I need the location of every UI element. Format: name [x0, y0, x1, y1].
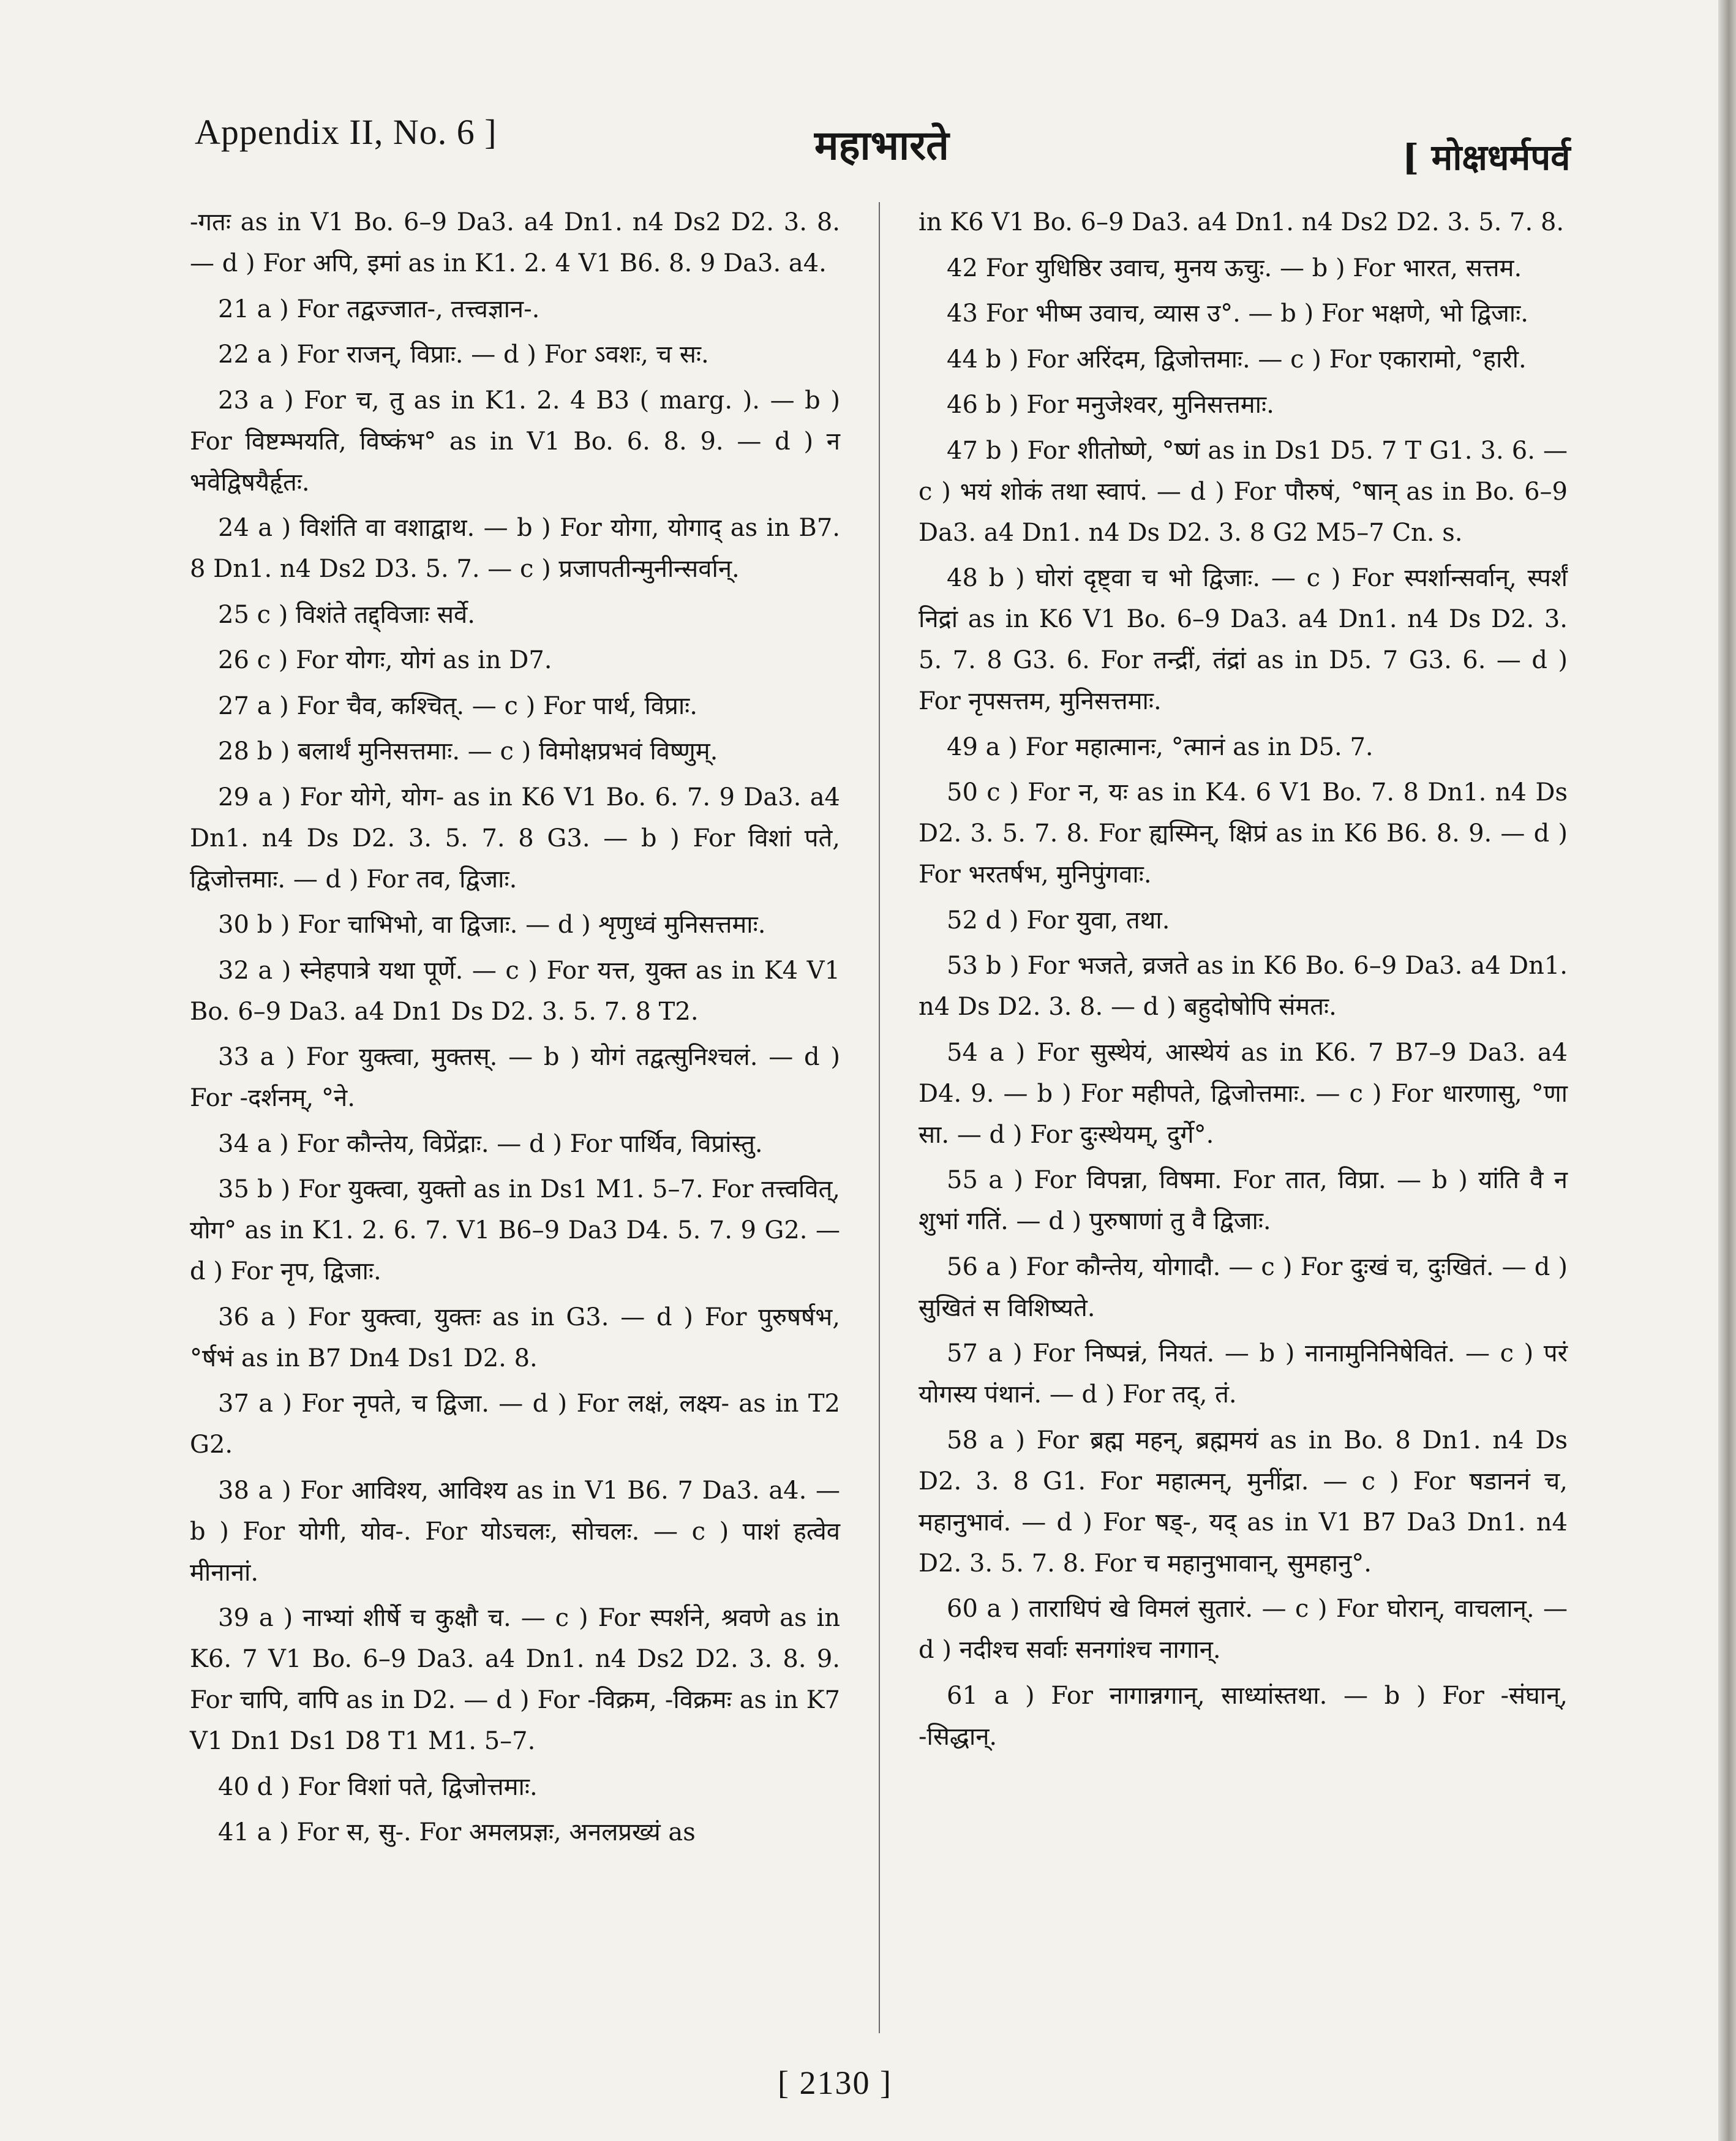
note-line: -गतः as in V1 Bo. 6–9 Da3. a4 Dn1. n4 Ds2 D2. 3. 8. — d ) For अपि, इमां as in K1. 2. 4 V1 B6. 8. 9 Da3. a4.	[190, 208, 840, 277]
note-line: 21 a ) For तद्वज्जात-, तत्त्वज्ञान-.	[218, 295, 540, 323]
note-line: 28 b ) बलार्थं मुनिसत्तमाः. — c ) विमोक्षप्रभवं विष्णुम्.	[218, 737, 718, 766]
note-line: 30 b ) For चाभिभो, वा द्विजाः. — d ) शृणुध्वं मुनिसत्तमाः.	[218, 911, 766, 939]
note-line: 27 a ) For चैव, कश्चित्. — c ) For पार्थ, विप्राः.	[218, 691, 697, 720]
note-line: 40 d ) For विशां पते, द्विजोत्तमाः.	[218, 1772, 538, 1801]
note-line: 53 b ) For भजते, व्रजते as in K6 Bo. 6–9 Da3. a4 Dn1. n4 Ds D2. 3. 8. — d ) बहुदोषोपि संमतः.	[919, 952, 1568, 1021]
header-section: [ मोक्षधर्मपर्व	[1402, 137, 1571, 178]
note-line: 25 c ) विशंते तद्द्विजाः सर्वे.	[218, 600, 475, 629]
page-number: [ 2130 ]	[778, 2064, 892, 2101]
left-column	[190, 202, 840, 1858]
note-line: 26 c ) For योगः, योगं as in D7.	[218, 646, 552, 674]
note-line: 50 c ) For न, यः as in K4. 6 V1 Bo. 7. 8 Dn1. n4 Ds D2. 3. 5. 7. 8. For ह्यस्मिन्, क्षिप्रं as in K6 B6. 8. 9. — d ) For भरतर्षभ, मुनिपुंगवाः.	[919, 778, 1568, 889]
note-line: 54 a ) For सुस्थेयं, आस्थेयं as in K6. 7 B7–9 Da3. a4 D4. 9. — b ) For महीपते, द्विजोत्तमाः. — c ) For धारणासु, °णा सा. — d ) For दुःस्थेयम्, दुर्गे°.	[919, 1038, 1568, 1149]
note-line: 55 a ) For विपन्ना, विषमा. For तात, विप्रा. — b ) यांति वै न शुभां गतिं. — d ) पुरुषाणां तु वै द्विजाः.	[919, 1166, 1568, 1235]
column-divider	[879, 202, 880, 2033]
header-appendix-ref: Appendix II, No. 6 ]	[195, 112, 497, 152]
note-line: 29 a ) For योगे, योग- as in K6 V1 Bo. 6. 7. 9 Da3. a4 Dn1. n4 Ds D2. 3. 5. 7. 8 G3. — b ) For विशां पते, द्विजोत्तमाः. — d ) For तव, द्विजाः.	[190, 783, 840, 894]
note-line: 61 a ) For नागान्नगान्, साध्यांस्तथा. — b ) For -संघान्, -सिद्धान्.	[919, 1681, 1568, 1751]
note-line: 41 a ) For स, सु-. For अमलप्रज्ञः, अनलप्रख्यं as	[218, 1818, 696, 1846]
note-line: 32 a ) स्नेहपात्रे यथा पूर्णे. — c ) For यत्त, युक्त as in K4 V1 Bo. 6–9 Da3. a4 Dn1 Ds D2. 3. 5. 7. 8 T2.	[190, 956, 840, 1026]
note-line: 33 a ) For युक्त्वा, मुक्तस्. — b ) योगं तद्वत्सुनिश्चलं. — d ) For -दर्शनम्, °ने.	[190, 1043, 840, 1112]
page-edge	[1718, 0, 1736, 2141]
note-line: 34 a ) For कौन्तेय, विप्रेंद्राः. — d ) For पार्थिव, विप्रांस्तु.	[218, 1129, 763, 1158]
note-line: 24 a ) विशंति वा वशाद्वाथ. — b ) For योगा, योगाद् as in B7. 8 Dn1. n4 Ds2 D3. 5. 7. — c ) प्रजापतीन्मुनीन्सर्वान्.	[190, 514, 840, 583]
note-line: 43 For भीष्म उवाच, व्यास उ°. — b ) For भक्षणे, भो द्विजाः.	[947, 299, 1528, 328]
note-line: 23 a ) For च, तु as in K1. 2. 4 B3 ( marg. ). — b ) For विष्टम्भयति, विष्कंभ° as in V1 Bo. 6. 8. 9. — d ) न भवेद्विषयैर्हृतः.	[190, 386, 840, 497]
note-line: 60 a ) ताराधिपं खे विमलं सुतारं. — c ) For घोरान्, वाचलान्. — d ) नदीश्च सर्वाः सनगांश्च नागान्.	[919, 1595, 1568, 1664]
note-line: in K6 V1 Bo. 6–9 Da3. a4 Dn1. n4 Ds2 D2. 3. 5. 7. 8.	[919, 208, 1565, 236]
note-line: 56 a ) For कौन्तेय, योगादौ. — c ) For दुःखं च, दुःखितं. — d ) सुखितं स विशिष्यते.	[919, 1252, 1568, 1322]
note-line: 39 a ) नाभ्यां शीर्षे च कुक्षौ च. — c ) For स्पर्शने, श्रवणे as in K6. 7 V1 Bo. 6–9 Da3. a4 Dn1. n4 Ds2 D2. 3. 8. 9. For चापि, वापि as in D2. — d ) For -विक्रम, -विक्रमः as in K7 V1 Dn1 Ds1 D8 T1 M1. 5–7.	[190, 1604, 840, 1755]
note-line: 42 For युधिष्ठिर उवाच, मुनय ऊचुः. — b ) For भारत, सत्तम.	[947, 254, 1522, 282]
note-line: 48 b ) घोरां दृष्ट्वा च भो द्विजाः. — c ) For स्पर्शान्सर्वान्, स्पर्शं निद्रां as in K6 V1 Bo. 6–9 Da3. a4 Dn1. n4 Ds D2. 3. 5. 7. 8 G3. 6. For तन्द्रीं, तंद्रां as in D5. 7 G3. 6. — d ) For नृपसत्तम, मुनिसत्तमाः.	[919, 564, 1568, 715]
note-line: 58 a ) For ब्रह्म महन्, ब्रह्ममयं as in Bo. 8 Dn1. n4 Ds D2. 3. 8 G1. For महात्मन्, मुनींद्रा. — c ) For षडाननं च, महानुभावं. — d ) For षड्-, यद् as in V1 B7 Da3 Dn1. n4 D2. 3. 5. 7. 8. For च महानुभावान्, सुमहानु°.	[919, 1426, 1568, 1578]
note-line: 22 a ) For राजन्, विप्राः. — d ) For ऽवशः, च सः.	[218, 341, 709, 369]
note-line: 46 b ) For मनुजेश्वर, मुनिसत्तमाः.	[947, 391, 1274, 419]
header-title: महाभारते	[814, 121, 949, 169]
note-line: 36 a ) For युक्त्वा, युक्तः as in G3. — d ) For पुरुषर्षभ, °र्षभं as in B7 Dn4 Ds1 D2. 8.	[190, 1303, 840, 1372]
note-line: 44 b ) For अरिंदम, द्विजोत्तमाः. — c ) For एकारामो, °हारी.	[947, 345, 1527, 374]
note-line: 47 b ) For शीतोष्णे, °ष्णं as in Ds1 D5. 7 T G1. 3. 6. — c ) भयं शोकं तथा स्वापं. — d ) For पौरुषं, °षान् as in Bo. 6–9 Da3. a4 Dn1. n4 Ds D2. 3. 8 G2 M5–7 Cn. s.	[919, 436, 1568, 547]
note-line: 52 d ) For युवा, तथा.	[947, 906, 1170, 935]
note-line: 38 a ) For आविश्य, आविश्य as in V1 B6. 7 Da3. a4. — b ) For योगी, योव-. For योऽचलः, सोचलः. — c ) पाशं हत्वेव मीनानां.	[190, 1476, 840, 1587]
right-column	[919, 202, 1568, 1762]
note-line: 35 b ) For युक्त्वा, युक्तो as in Ds1 M1. 5–7. For तत्त्ववित्, योग° as in K1. 2. 6. 7. V1 B6–9 Da3 D4. 5. 7. 9 G2. — d ) For नृप, द्विजाः.	[190, 1175, 840, 1285]
note-line: 37 a ) For नृपते, च द्विजा. — d ) For लक्षं, लक्ष्य- as in T2 G2.	[190, 1390, 840, 1459]
note-line: 49 a ) For महात्मानः, °त्मानं as in D5. 7.	[947, 732, 1373, 761]
note-line: 57 a ) For निष्पन्नं, नियतं. — b ) नानामुनिनिषेवितं. — c ) परं योगस्य पंथानं. — d ) For तद्, तं.	[919, 1339, 1568, 1409]
